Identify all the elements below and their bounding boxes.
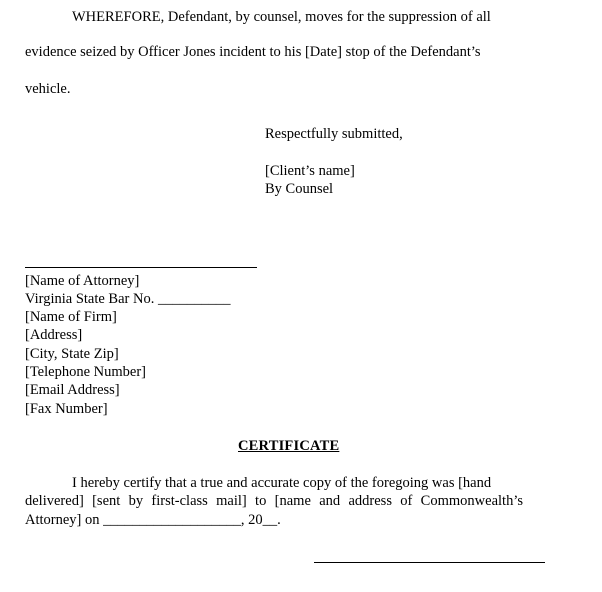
attorney-telephone: [Telephone Number]: [25, 364, 146, 380]
certificate-line-3: Attorney] on ___________________, 20__.: [25, 512, 281, 528]
motion-line-2: evidence seized by Officer Jones incident to his [Date] stop of the Defendant’s: [25, 44, 481, 60]
certificate-line-1: I hereby certify that a true and accurate copy of the foregoing was [hand: [72, 475, 492, 491]
closing-text: Respectfully submitted,: [265, 126, 403, 142]
attorney-address: [Address]: [25, 327, 83, 343]
client-name: [Client’s name]: [265, 163, 355, 179]
attorney-bar-number: Virginia State Bar No. __________: [25, 291, 231, 307]
motion-line-1: WHEREFORE, Defendant, by counsel, moves for the suppression of all: [72, 9, 491, 25]
attorney-fax: [Fax Number]: [25, 401, 108, 417]
attorney-firm: [Name of Firm]: [25, 309, 117, 325]
certificate-signature-line: [314, 562, 545, 563]
certificate-heading: CERTIFICATE: [238, 438, 340, 454]
attorney-signature-line: [25, 267, 257, 268]
certificate-line-2: delivered] [sent by first-class mail] to [name and address of Commonwealth’s: [25, 493, 523, 509]
attorney-email: [Email Address]: [25, 382, 120, 398]
attorney-city-state-zip: [City, State Zip]: [25, 346, 119, 362]
motion-line-3: vehicle.: [25, 81, 71, 97]
attorney-name: [Name of Attorney]: [25, 273, 140, 289]
by-counsel: By Counsel: [265, 181, 334, 197]
